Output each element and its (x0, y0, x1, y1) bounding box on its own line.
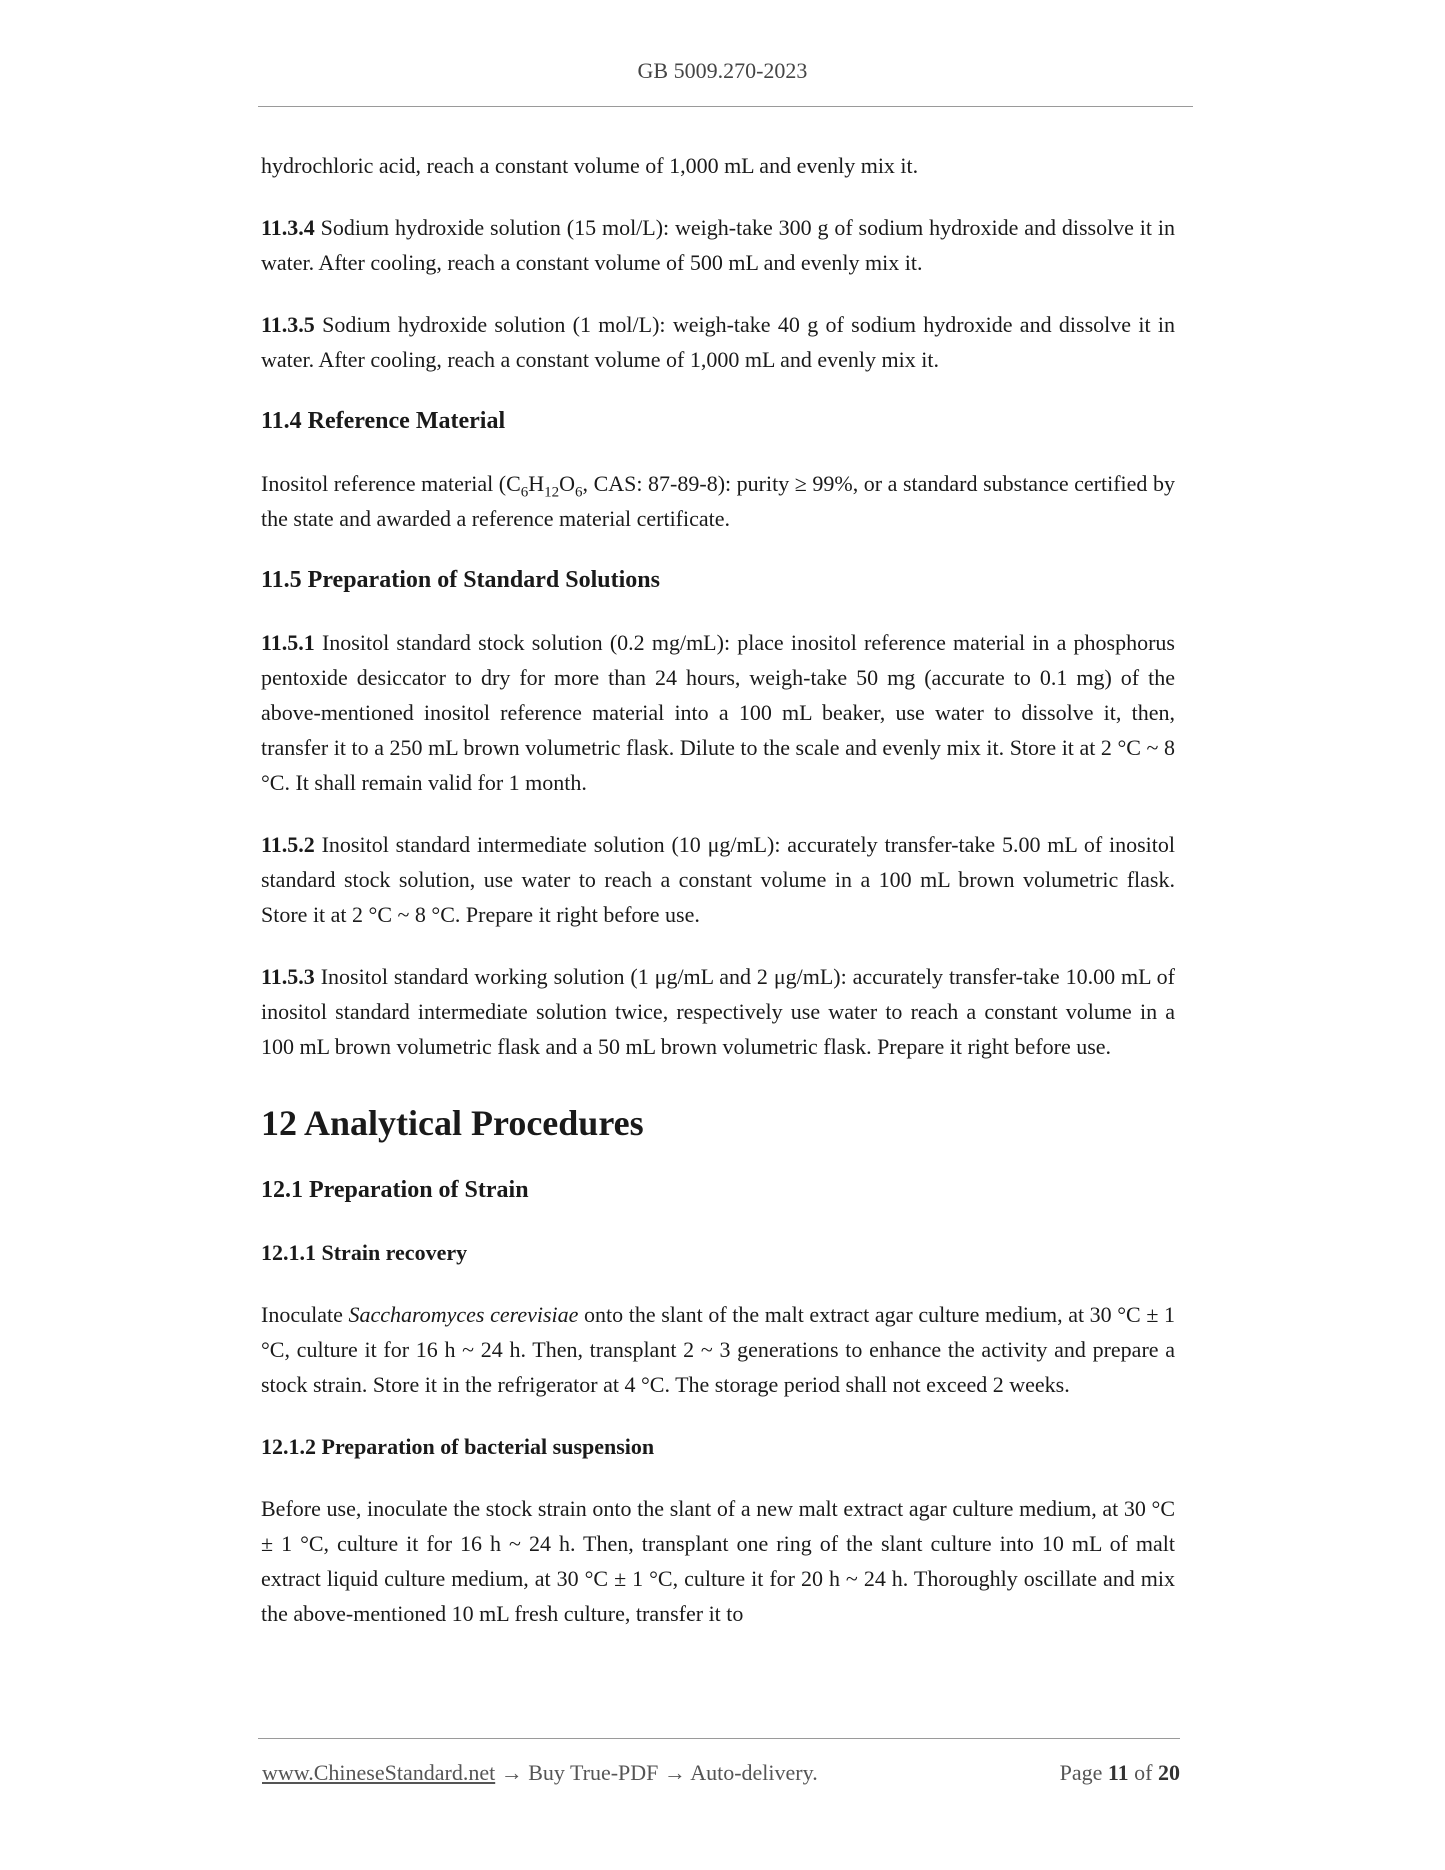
text-segment: , CAS: 87-89-8): purity ≥ 99%, or a standard substance certified by the state and awarded a reference material certificate. (261, 471, 1175, 531)
clause-text: Inositol standard stock solution (0.2 mg/mL): place inositol reference material in a phosphorus pentoxide desiccator to dry for more than 24 hours, weigh-take 50 mg (accurate to 0.1 mg) of the above-mentioned inositol reference material into a 100 mL beaker, use water to dissolve it, then, transfer it to a 250 mL brown volumetric flask. Dilute to the scale and evenly mix it. Store it at 2 °C ~ 8 °C. It shall remain valid for 1 month. (261, 630, 1175, 795)
heading-11-5: 11.5 Preparation of Standard Solutions (261, 567, 660, 593)
clause-11-5-1 (261, 625, 1175, 800)
current-page: 11 (1107, 1760, 1129, 1785)
total-pages: 20 (1158, 1760, 1180, 1785)
subscript: 12 (544, 484, 560, 501)
clause-text: Inositol standard working solution (1 μg/mL and 2 μg/mL): accurately transfer-take 10.00 mL of inositol standard intermediate solution twice, respectively use water to reach a constant volume in a 100 mL brown volumetric flask and a 50 mL brown volumetric flask. Prepare it right before use. (261, 964, 1175, 1059)
page-number (1060, 1758, 1180, 1788)
clause-number: 11.5.2 (261, 832, 315, 857)
text-segment: onto the slant of the malt extract agar culture medium, at 30 °C ± 1 °C, culture it for 16 h ~ 24 h. Then, transplant 2 ~ 3 generations to enhance the activity and prepare a stock strain. Store it in the refrigerator at 4 °C. The storage period shall not exceed 2 weeks. (261, 1302, 1175, 1397)
clause-number: 11.5.1 (261, 630, 315, 655)
document-id-header: GB 5009.270-2023 (637, 58, 808, 83)
text-segment: O (559, 471, 576, 496)
heading-12-1-1: 12.1.1 Strain recovery (261, 1240, 468, 1265)
heading-12-1-2: 12.1.2 Preparation of bacterial suspension (261, 1434, 655, 1459)
clause-11-5-2 (261, 827, 1175, 932)
continuation-paragraph: hydrochloric acid, reach a constant volume of 1,000 mL and evenly mix it. (261, 153, 919, 178)
strain-recovery-paragraph (261, 1297, 1175, 1402)
footer-promo (262, 1758, 818, 1788)
buy-text: Buy True-PDF (528, 1760, 659, 1785)
species-name: Saccharomyces cerevisiae (348, 1302, 579, 1327)
heading-12: 12 Analytical Procedures (261, 1103, 644, 1143)
reference-material-paragraph (261, 466, 1175, 536)
text-segment: Inositol reference material (C (261, 471, 521, 496)
subscript: 6 (520, 484, 529, 501)
arrow-icon: → (658, 1760, 691, 1785)
clause-text: Inositol standard intermediate solution (10 μg/mL): accurately transfer-take 5.00 mL of inositol standard stock solution, use water to reach a constant volume in a 100 mL brown volumetric flask. Store it at 2 °C ~ 8 °C. Prepare it right before use. (261, 832, 1175, 927)
heading-11-4: 11.4 Reference Material (261, 408, 506, 434)
clause-number: 11.3.4 (261, 215, 315, 240)
text-segment: H (528, 471, 545, 496)
bacterial-suspension-paragraph: Before use, inoculate the stock strain onto the slant of a new malt extract agar culture medium, at 30 °C ± 1 °C, culture it for 16 h ~ 24 h. Then, transplant one ring of the slant culture into 10 mL of malt extract liquid culture medium, at 30 °C ± 1 °C, culture it for 20 h ~ 24 h. Thoroughly oscillate and mix the above-mentioned 10 mL fresh culture, transfer it to (261, 1496, 1175, 1626)
delivery-text: Auto-delivery. (690, 1760, 818, 1785)
subscript: 6 (575, 484, 583, 501)
clause-11-5-3 (261, 959, 1175, 1064)
page-body (261, 148, 1175, 1631)
clause-text: Sodium hydroxide solution (1 mol/L): weigh-take 40 g of sodium hydroxide and dissolve it in water. After cooling, reach a constant volume of 1,000 mL and evenly mix it. (261, 312, 1175, 372)
clause-11-3-5 (261, 307, 1175, 377)
page-label: Page (1059, 1760, 1108, 1785)
clause-11-3-4 (261, 210, 1175, 280)
arrow-icon: → (495, 1760, 529, 1785)
website-link[interactable]: www.ChineseStandard.net (262, 1760, 496, 1785)
footer-divider (258, 1738, 1180, 1739)
of-label: of (1128, 1760, 1158, 1785)
text-segment: Inoculate (261, 1302, 349, 1327)
header-divider (258, 106, 1193, 107)
clause-number: 11.3.5 (261, 312, 315, 337)
heading-12-1: 12.1 Preparation of Strain (261, 1177, 529, 1203)
clause-number: 11.5.3 (261, 964, 315, 989)
clause-text: Sodium hydroxide solution (15 mol/L): weigh-take 300 g of sodium hydroxide and dissolve it in water. After cooling, reach a constant volume of 500 mL and evenly mix it. (261, 215, 1175, 275)
